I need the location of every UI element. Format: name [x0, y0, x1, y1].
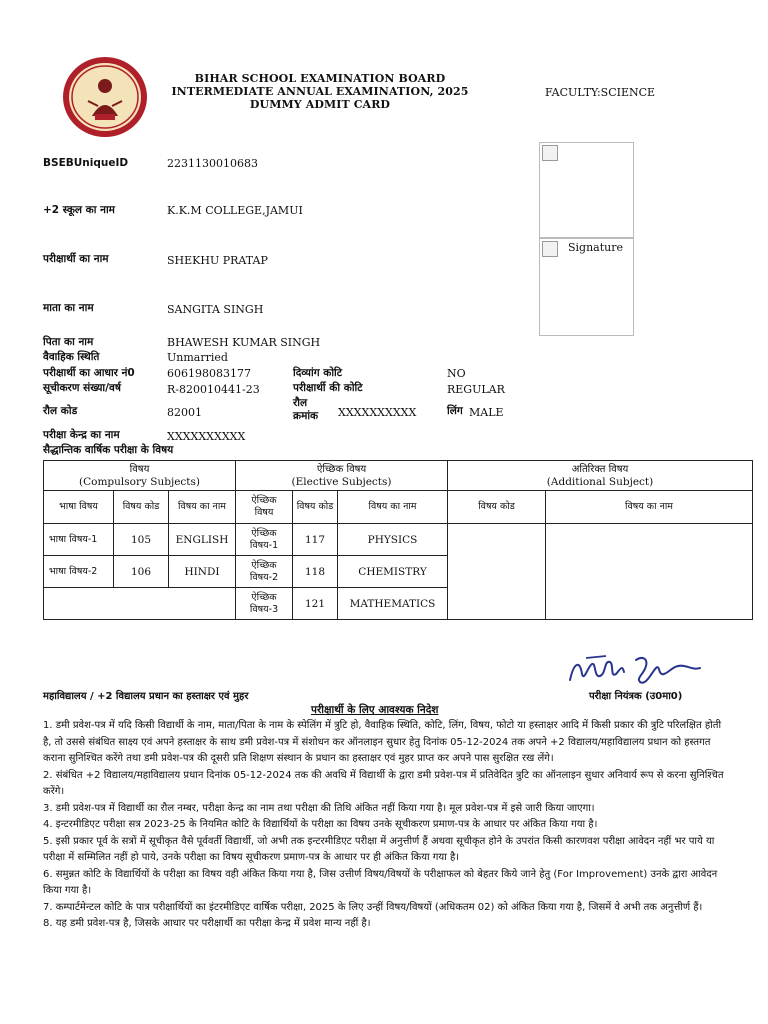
school-value: K.K.M COLLEGE,JAMUI: [167, 204, 303, 217]
additional-code-cell: [448, 524, 546, 620]
faculty: FACULTY:SCIENCE: [545, 86, 656, 99]
elective-header: ऐच्छिक विषय (Elective Subjects): [236, 461, 448, 491]
instructions-list: [43, 718, 726, 933]
broken-image-icon: [542, 145, 558, 161]
card-type: DUMMY ADMIT CARD: [249, 98, 391, 111]
table-row: ऐच्छिक विषय-3 121 MATHEMATICS: [44, 588, 753, 620]
gender-label: लिंग: [447, 405, 463, 417]
instruction-item: 4. इन्टरमीडिएट परीक्षा सत्र 2023-25 के नियमित कोटि के विद्यार्थियों के परीक्षा का विषय उनके सूचीकरण प्रमाण-पत्र के आधार पर अंकित किया गया है।: [43, 819, 598, 830]
table-group-header: [44, 461, 753, 491]
registration-value: R-820010441-23: [167, 383, 260, 396]
registration-label: सूचीकरण संख्या/वर्ष: [43, 382, 121, 394]
header-title: [160, 72, 480, 111]
signature-box: [539, 238, 634, 336]
handwritten-signature-icon: [566, 652, 706, 690]
instruction-item: 5. इसी प्रकार पूर्व के सत्रों में सूचीकृत वैसे पूर्ववर्ती विद्यार्थी, जो अभी तक इन्टरमीडिएट परीक्षा में अनुत्तीर्ण हैं अथवा सूचीकृत होने के उपरांत किसी कारणवश परीक्षा आवेदन नहीं भर पाये या परीक्षा में सम्मिलित नहीं हो पाये, उनके परीक्षा का विषय सूचीकरण प्रमाण-पत्र के आधार पर ही अंकित किया गया है।: [43, 835, 715, 863]
mother-name-label: माता का नाम: [43, 302, 94, 314]
bseb-logo: [62, 56, 148, 138]
roll-code-label: रौल कोड: [43, 405, 78, 417]
instruction-item: 2. संबंधित +2 विद्यालय/महाविद्यालय प्रधान दिनांक 05-12-2024 तक की अवधि में विद्यार्थी के द्वारा डमी प्रवेश-पत्र में प्रतिवेदित त्रुटि का ऑनलाइन सुधार अनिवार्य रूप से करना सुनिश्चित करेंगे।: [43, 769, 724, 797]
gender-value: MALE: [469, 406, 504, 419]
additional-header: अतिरिक्त विषय (Additional Subject): [448, 461, 753, 491]
unique-id-label: BSEBUniqueID: [43, 157, 129, 169]
roll-number-value: XXXXXXXXXX: [338, 406, 417, 419]
marital-status-label: वैवाहिक स्थिति: [43, 351, 100, 363]
instruction-item: 3. डमी प्रवेश-पत्र में विद्यार्थी का रौल नम्बर, परीक्षा केन्द्र का नाम तथा परीक्षा की तिथि अंकित नहीं किया गया है। मूल प्रवेश-पत्र में इसे जारी किया जाएगा।: [43, 802, 595, 814]
disability-label: दिव्यांग कोटि: [293, 367, 343, 379]
instruction-item: 8. यह डमी प्रवेश-पत्र है, जिसके आधार पर परीक्षार्थी का परीक्षा केन्द्र में प्रवेश मान्य नहीं है।: [43, 918, 371, 929]
bseb-seal-icon: [62, 56, 148, 138]
additional-name-cell: [546, 524, 753, 620]
photo-box: [539, 142, 634, 238]
controller-signature-image: [566, 652, 706, 690]
controller-signature-caption: परीक्षा नियंत्रक (उ0मा0): [589, 691, 683, 702]
aadhaar-value: 606198083177: [167, 367, 251, 380]
father-name-value: BHAWESH KUMAR SINGH: [167, 336, 321, 349]
category-label: परीक्षार्थी की कोटि: [293, 382, 363, 394]
compulsory-header: विषय (Compulsory Subjects): [44, 461, 236, 491]
instructions-title: परीक्षार्थी के लिए आवश्यक निदेश: [311, 704, 439, 716]
roll-code-value: 82001: [167, 406, 202, 419]
principal-signature-caption: महाविद्यालय / +2 विद्यालय प्रधान का हस्ताक्षर एवं मुहर: [43, 691, 249, 702]
subjects-section-title: सैद्धान्तिक वार्षिक परीक्षा के विषय: [43, 444, 174, 456]
instruction-item: 7. कम्पार्टमेन्टल कोटि के पात्र परीक्षार्थियों का इंटरमीडिएट वार्षिक परीक्षा, 2025 के लिए उन्हीं विषय/विषयों (अधिकतम 02) को अंकित किया गया है, जिसमें वे अभी तक अनुत्तीर्ण हैं।: [43, 901, 703, 913]
table-row: भाषा विषय-1 105 ENGLISH ऐच्छिक विषय-1 117 PHYSICS: [44, 524, 753, 556]
student-name-label: परीक्षार्थी का नाम: [43, 253, 109, 265]
board-name: BIHAR SCHOOL EXAMINATION BOARD: [194, 72, 446, 85]
table-column-header: भाषा विषय विषय कोड विषय का नाम ऐच्छिक विषय विषय कोड विषय का नाम विषय कोड विषय का नाम: [44, 491, 753, 524]
unique-id-value: 2231130010683: [167, 157, 258, 170]
school-label: +2 स्कूल का नाम: [43, 204, 115, 216]
roll-number-label: रौल क्रमांक: [293, 397, 319, 422]
student-name-value: SHEKHU PRATAP: [167, 254, 268, 267]
instruction-item: 6. समुन्नत कोटि के विद्यार्थियों के परीक्षा का विषय वही अंकित किया गया है, जिस उत्तीर्ण विषय/विषयों के परीक्षाफल को बेहतर किये जाने हेतु (For Improvement) उनके द्वारा आवेदन किया गया है।: [43, 868, 718, 896]
marital-status-value: Unmarried: [167, 351, 228, 364]
instruction-item: 1. डमी प्रवेश-पत्र में यदि किसी विद्यार्थी के नाम, माता/पिता के नाम के स्पेलिंग में त्रुटि हो, वैवाहिक स्थिति, कोटि, लिंग, विषय, फोटो या हस्ताक्षर आदि में किसी प्रकार की त्रुटि परिलक्षित होती है, तो उससे संबंधित साक्ष्य एवं अपने हस्ताक्षर के साथ डमी प्रवेश-पत्र में संशोधन कर ऑनलाइन सुधार हेतु दिनांक 05-12-2024 तक अपने +2 विद्यालय/महाविद्यालय प्रधान को हस्तगत कराना सुनिश्चित करेंगे तथा डमी प्रवेश-पत्र की दूसरी प्रति शिक्षण संस्थान के प्रधान का हस्ताक्षर एवं मुहर प्राप्त कर अपने पास सुरक्षित रख लेंगे।: [43, 720, 722, 764]
aadhaar-label: परीक्षार्थी का आधार नं0: [43, 367, 135, 379]
father-name-label: पिता का नाम: [43, 336, 94, 348]
exam-centre-label: परीक्षा केन्द्र का नाम: [43, 429, 120, 441]
signature-label: Signature: [568, 241, 624, 254]
exam-centre-value: XXXXXXXXXX: [167, 430, 246, 443]
category-value: REGULAR: [447, 383, 505, 396]
exam-name: INTERMEDIATE ANNUAL EXAMINATION, 2025: [171, 85, 469, 98]
broken-image-icon: [542, 241, 558, 257]
table-row: भाषा विषय-2 106 HINDI ऐच्छिक विषय-2 118 CHEMISTRY: [44, 556, 753, 588]
disability-value: NO: [447, 367, 466, 380]
subjects-table: [43, 460, 753, 620]
mother-name-value: SANGITA SINGH: [167, 303, 264, 316]
